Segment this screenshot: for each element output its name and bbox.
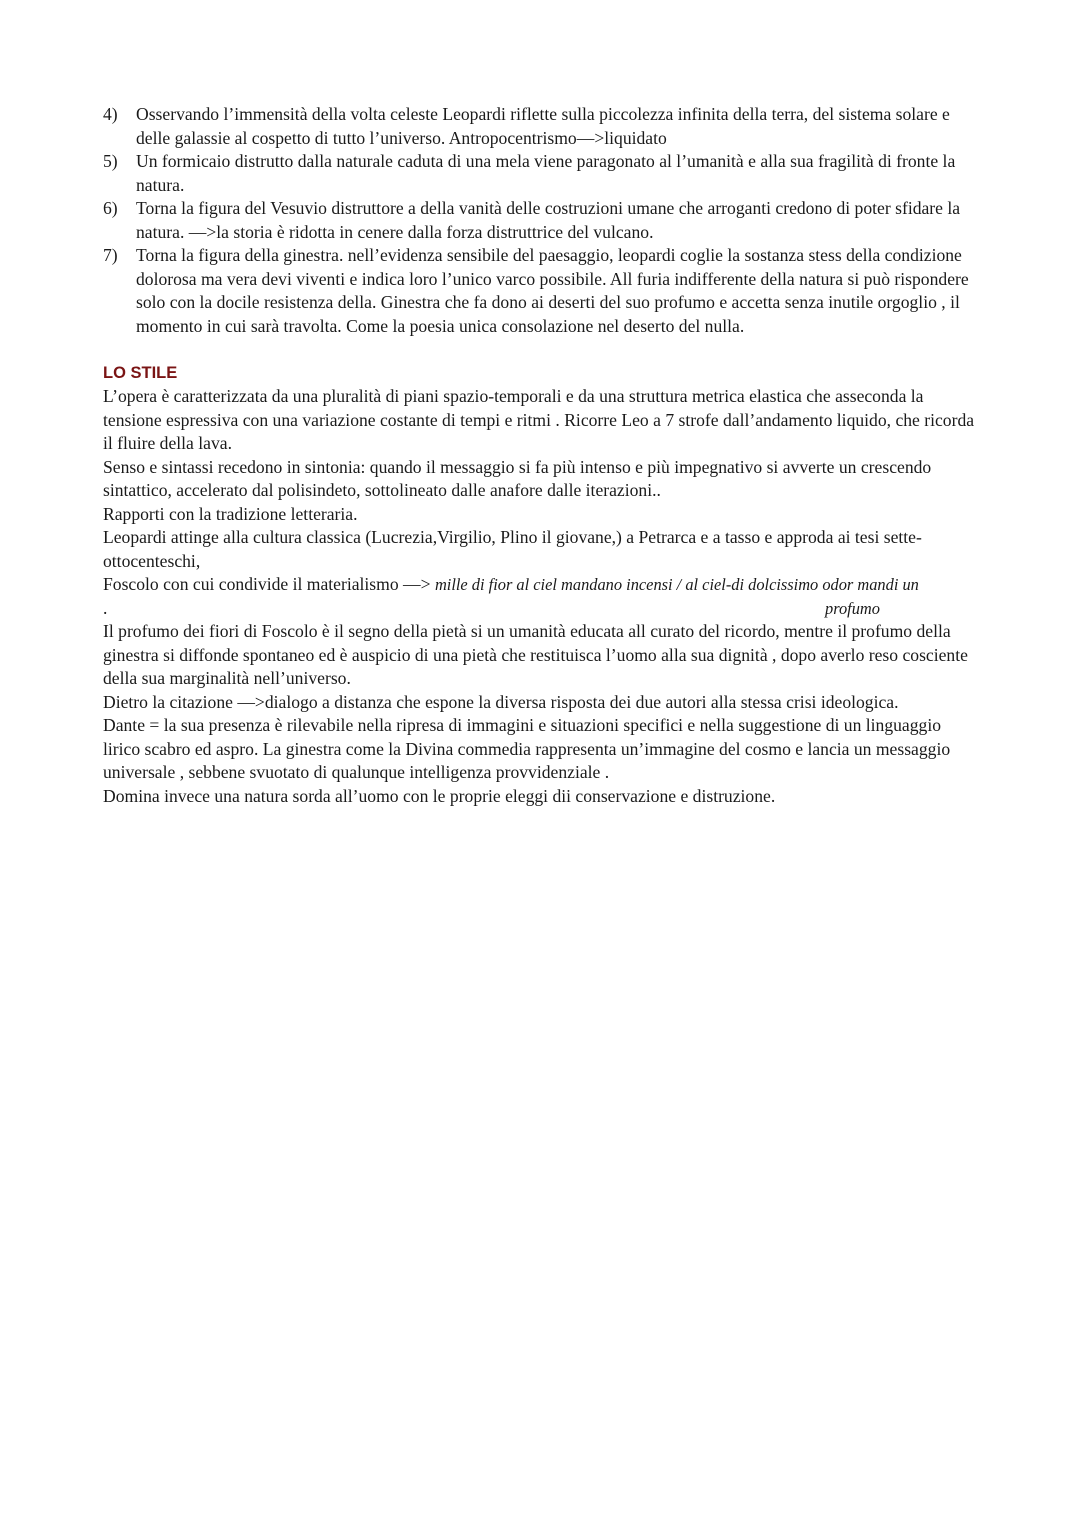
list-item (103, 103, 978, 150)
paragraph-tradition-title: Rapporti con la tradizione letteraria. (103, 503, 358, 524)
list-item-text: Torna la figura del Vesuvio distruttore a della vanità delle costruzioni umane che arroganti credono di poter sfidare la natura. —>la storia è ridotta in cenere dalla forza distruttrice del vulcano. (136, 198, 961, 242)
paragraph-nature: Domina invece una natura sorda all’uomo con le proprie eleggi dii conservazione e distruzione. (103, 785, 776, 806)
list-item (103, 150, 978, 197)
paragraph-foscolo (103, 573, 978, 597)
section-heading: LO STILE (103, 364, 178, 382)
foscolo-dot: . (103, 597, 108, 618)
foscolo-quote: mille di fior al ciel mandano incensi / al ciel-di dolcissimo odor mandi un (434, 575, 919, 594)
list-item-number: 4) (103, 104, 118, 124)
document-page (103, 103, 978, 808)
paragraph-citation-dialogue: Dietro la citazione —>dialogo a distanza che espone la diversa risposta dei due autori alla stessa crisi ideologica. (103, 691, 899, 712)
foscolo-lead-text: Foscolo con cui condivide il materialismo —> (103, 574, 435, 594)
list-item-text: Osservando l’immensità della volta celeste Leopardi riflette sulla piccolezza infinita della terra, del sistema solare e delle galassie al cospetto di tutto l’universo. Antropocentrismo—>liquidato (136, 104, 950, 148)
foscolo-quote-tail: profumo (825, 598, 880, 618)
paragraph-perfume-comparison: Il profumo dei fiori di Foscolo è il segno della pietà si un umanità educata all curato del ricordo, mentre il profumo della ginestra si diffonde spontaneo ed è auspicio di una pietà che restituisca l’uomo alla sua dignità , dopo averlo reso cosciente della sua marginalità nell’universo. (103, 621, 968, 688)
paragraph-structure: L’opera è caratterizzata da una pluralità di piani spazio-temporali e da una struttura metrica elastica che asseconda la tensione espressiva con una variazione costante di tempi e ritmi . Ricorre Leo a 7 strofe dall’andamento liquido, che ricorda il fluire della lava. (103, 386, 975, 453)
foscolo-quote-continuation (103, 597, 978, 621)
list-item-text: Un formicaio distrutto dalla naturale caduta di una mela viene paragonato al l’umanità e alla sua fragilità di fronte la natura. (136, 151, 956, 195)
list-item-number: 5) (103, 151, 118, 171)
paragraph-classical-sources: Leopardi attinge alla cultura classica (Lucrezia,Virgilio, Plino il giovane,) a Petrarca e a tasso e approda ai tesi sette-ottocenteschi, (103, 527, 922, 571)
list-item (103, 244, 978, 338)
paragraph-syntax: Senso e sintassi recedono in sintonia: quando il messaggio si fa più intenso e più impegnativo si avverte un crescendo sintattico, accelerato dal polisindeto, sottolineato dalle anafore dalle iterazioni.. (103, 456, 932, 500)
numbered-list (103, 103, 978, 338)
list-item-number: 7) (103, 245, 118, 265)
paragraph-dante: Dante = la sua presenza è rilevabile nella ripresa di immagini e situazioni specifici e nella suggestione di un linguaggio lirico scabro ed aspro. La ginestra come la Divina commedia rappresenta un’immagine del cosmo e lancia un messaggio universale , sebbene svuotato di qualunque intelligenza provvidenziale . (103, 715, 951, 782)
list-item-number: 6) (103, 198, 118, 218)
list-item (103, 197, 978, 244)
list-item-text: Torna la figura della ginestra. nell’evidenza sensibile del paesaggio, leopardi coglie la sostanza stess della condizione dolorosa ma vera devi viventi e indica loro l’unico varco possibile. All furia indifferente della natura si può rispondere solo con la docile resistenza della. Ginestra che fa dono ai deserti del suo profumo e accetta senza inutile orgoglio , il momento in cui sarà travolta. Come la poesia unica consolazione nel deserto del nulla. (136, 245, 969, 336)
